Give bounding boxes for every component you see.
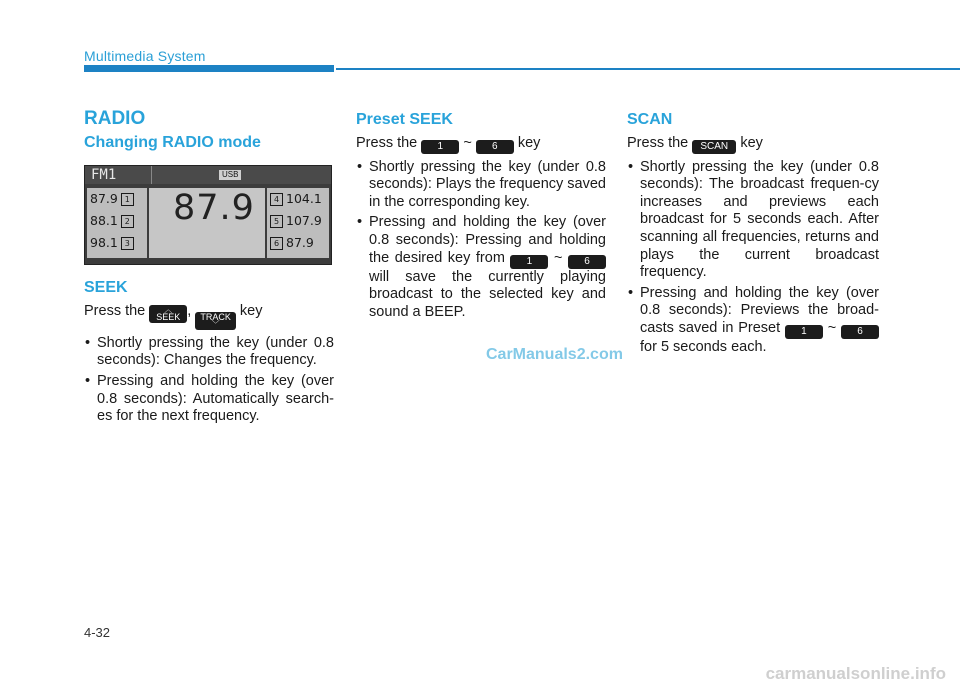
preset-seek-bullets — [356, 159, 606, 322]
seek-bullets — [84, 335, 334, 426]
footer-watermark: carmanualsonline.info — [765, 664, 946, 683]
list-item: • Shortly pressing the key (under 0.8 seconds): Plays the frequency saved in the corresponding key. — [356, 159, 606, 212]
display-frequency: 87.9 — [173, 188, 255, 229]
header-rule — [336, 68, 960, 70]
preset-seek-heading: Preset SEEK — [356, 111, 453, 128]
display-mode: FM1 — [91, 167, 117, 184]
radio-display-image — [84, 165, 332, 265]
display-preset-5: 5 107.9 — [270, 212, 322, 230]
page-number: 4-32 — [84, 625, 111, 640]
seek-heading: SEEK — [84, 279, 128, 297]
scan-key-icon: SCAN — [692, 140, 736, 154]
preset-key-6-icon: 6 — [841, 325, 879, 339]
display-preset-6: 6 87.9 — [270, 234, 314, 252]
seek-key-icon: ︿ SEEK — [149, 305, 187, 323]
changing-mode-heading: Changing RADIO mode — [84, 133, 261, 151]
section-title: Multimedia System — [84, 48, 206, 64]
display-source: USB — [219, 170, 241, 180]
column-radio — [84, 110, 334, 429]
track-key-icon: TRACK ﹀ — [195, 312, 236, 330]
list-item: • Pressing and holding the key (over 0.8 seconds): Automatically search-es for the next frequency. — [84, 373, 334, 426]
scan-heading: SCAN — [627, 111, 673, 128]
list-item: • Pressing and holding the key (over 0.8 seconds): Pressing and holding the desired key from 1 ~ 6 will save the currently playing broadcast to the selected key and sound a BEEP. — [356, 214, 606, 321]
scan-bullets — [627, 159, 879, 357]
column-scan — [627, 110, 879, 360]
preset-key-1-icon: 1 — [785, 325, 823, 339]
display-preset-3: 98.1 3 — [90, 234, 134, 252]
seek-intro: Press the ︿ SEEK , TRACK ﹀ key — [84, 302, 263, 329]
preset-key-6-icon: 6 — [476, 140, 514, 154]
scan-intro: Press the SCAN key — [627, 134, 763, 152]
display-preset-4: 4 104.1 — [270, 190, 322, 208]
preset-key-1-icon: 1 — [510, 255, 548, 269]
preset-key-1-icon: 1 — [421, 140, 459, 154]
preset-seek-intro: Press the 1 ~ 6 key — [356, 134, 541, 152]
display-preset-2: 88.1 2 — [90, 212, 134, 230]
watermark: CarManuals2.com — [486, 346, 623, 363]
header-bar — [84, 65, 334, 72]
display-preset-1: 87.9 1 — [90, 190, 134, 208]
list-item: • Pressing and holding the key (over 0.8 seconds): Previews the broad-casts saved in Preset 1 ~ 6 for 5 seconds each. — [627, 285, 879, 357]
column-preset-seek — [356, 110, 606, 324]
list-item: • Shortly pressing the key (under 0.8 seconds): Changes the frequency. — [84, 335, 334, 370]
preset-key-6-icon: 6 — [568, 255, 606, 269]
radio-title: RADIO — [84, 108, 146, 129]
list-item: • Shortly pressing the key (under 0.8 seconds): The broadcast frequen-cy increases and previews each broadcast for 5 seconds each. After scanning all frequencies, returns and plays the current broadcast frequency. — [627, 159, 879, 282]
